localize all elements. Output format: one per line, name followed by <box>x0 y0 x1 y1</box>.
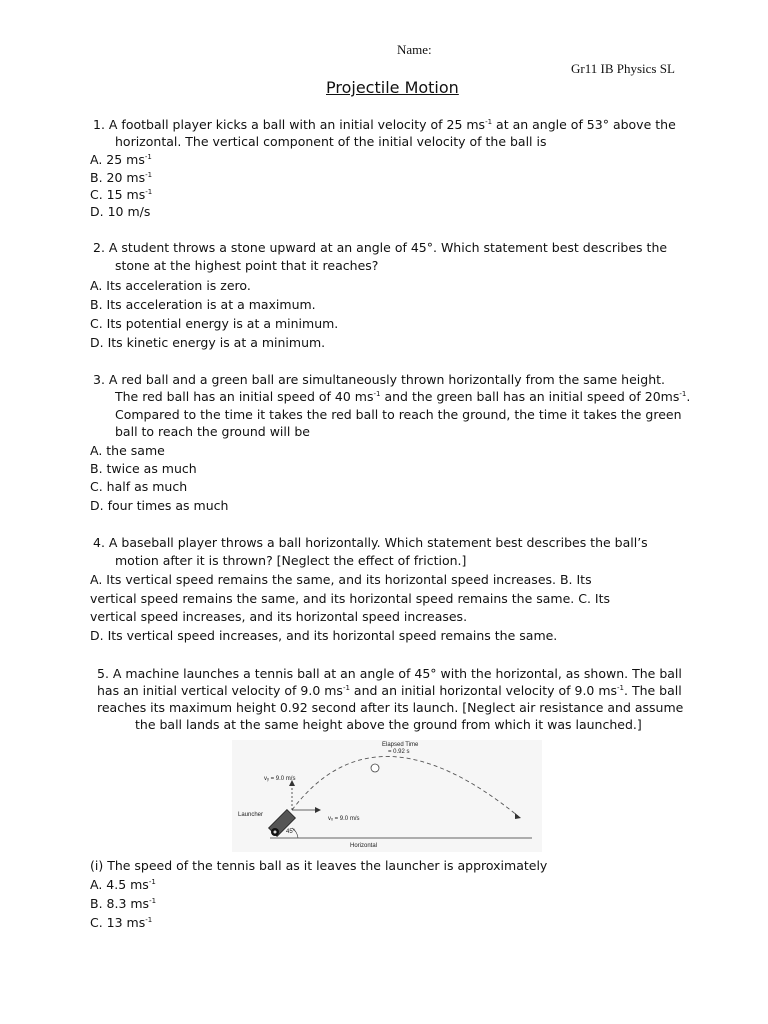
q1-stem-line2: horizontal. The vertical component of the initial velocity of the ball is <box>115 134 547 149</box>
q3-stem-line2: The red ball has an initial speed of 40 $ms^{-1}$ and the green ball has an initial speed of $20ms^{-1}$. <box>115 389 691 404</box>
tennis-ball-apex <box>371 764 379 772</box>
q5-subquestion-i: (i) The speed of the tennis ball as it leaves the launcher is approximately <box>90 858 548 873</box>
q3-option-b: B. twice as much <box>90 461 197 476</box>
q3-stem-line3: Compared to the time it takes the red ball to reach the ground, the time it takes the green <box>115 407 682 422</box>
launcher-label: Launcher <box>238 812 264 818</box>
q2-option-d: D. Its kinetic energy is at a minimum. <box>90 335 326 350</box>
q5-option-c: C. 13 $ms^{-1}$ <box>90 915 153 930</box>
elapsed-time-label-line2: = 0.92 s <box>388 749 410 755</box>
q3-option-c: C. half as much <box>90 479 188 494</box>
q3-stem-line4: ball to reach the ground will be <box>115 424 310 439</box>
q2-option-b: B. Its acceleration is at a maximum. <box>90 297 316 312</box>
q4-stem-line1: 4. A baseball player throws a ball horizontally. Which statement best describes the ball’s <box>93 535 648 550</box>
q5-stem-line2: has an initial vertical velocity of 9.0 $ms^{-1}$ and an initial horizontal velocity of 9.0 $ms^{-1}$. The ball <box>97 683 682 698</box>
q2-option-a: A. Its acceleration is zero. <box>90 278 251 293</box>
q1-option-a: A. 25 $ms^{-1}$ <box>90 152 152 167</box>
vy-label: vᵧ = 9.0 m/s <box>264 776 296 782</box>
elapsed-time-label-line1: Elapsed Time <box>382 742 419 748</box>
projectile-diagram <box>232 740 542 852</box>
q2-stem-line1: 2. A student throws a stone upward at an angle of 45°. Which statement best describes the <box>93 240 668 255</box>
q2-stem-line2: stone at the highest point that it reaches? <box>115 258 379 273</box>
q5-option-a: A. 4.5 $ms^{-1}$ <box>90 877 156 892</box>
q5-stem-line1: 5. A machine launches a tennis ball at an angle of 45° with the horizontal, as shown. The ball <box>97 666 682 681</box>
q1-stem-line1: 1. A football player kicks a ball with an initial velocity of 25 $ms^{-1}$ at an angle of 53° above the <box>93 117 676 132</box>
q1-option-d: D. 10 m/s <box>90 204 151 219</box>
vx-label: vₓ = 9.0 m/s <box>328 816 360 822</box>
q4-stem-line2: motion after it is thrown? [Neglect the effect of friction.] <box>115 553 467 568</box>
q4-body-line1: A. Its vertical speed remains the same, and its horizontal speed increases. B. Its <box>90 572 592 587</box>
horizontal-label: Horizontal <box>350 843 378 849</box>
q4-body-line2: vertical speed remains the same, and its horizontal speed remains the same. C. Its <box>90 591 610 606</box>
q5-stem-line4: the ball lands at the same height above the ground from which it was launched.] <box>135 717 642 732</box>
angle-label: 45° <box>286 829 296 835</box>
q5-stem-line3: reaches its maximum height 0.92 second after its launch. [Neglect air resistance and assume <box>97 700 684 715</box>
q5-option-b: B. 8.3 $ms^{-1}$ <box>90 896 157 911</box>
q1-option-b: B. 20 $ms^{-1}$ <box>90 170 153 185</box>
page-title: Projectile Motion <box>326 78 459 97</box>
course-label: Gr11 IB Physics SL <box>571 61 675 76</box>
q3-stem-line1: 3. A red ball and a green ball are simultaneously thrown horizontally from the same height. <box>93 372 665 387</box>
q2-option-c: C. Its potential energy is at a minimum. <box>90 316 339 331</box>
q3-option-a: A. the same <box>90 443 165 458</box>
q4-option-d: D. Its vertical speed increases, and its horizontal speed remains the same. <box>90 628 558 643</box>
q4-body-line3: vertical speed increases, and its horizontal speed increases. <box>90 609 468 624</box>
name-label: Name: <box>397 42 432 57</box>
q1-option-c: C. 15 $ms^{-1}$ <box>90 187 153 202</box>
q3-option-d: D. four times as much <box>90 498 229 513</box>
